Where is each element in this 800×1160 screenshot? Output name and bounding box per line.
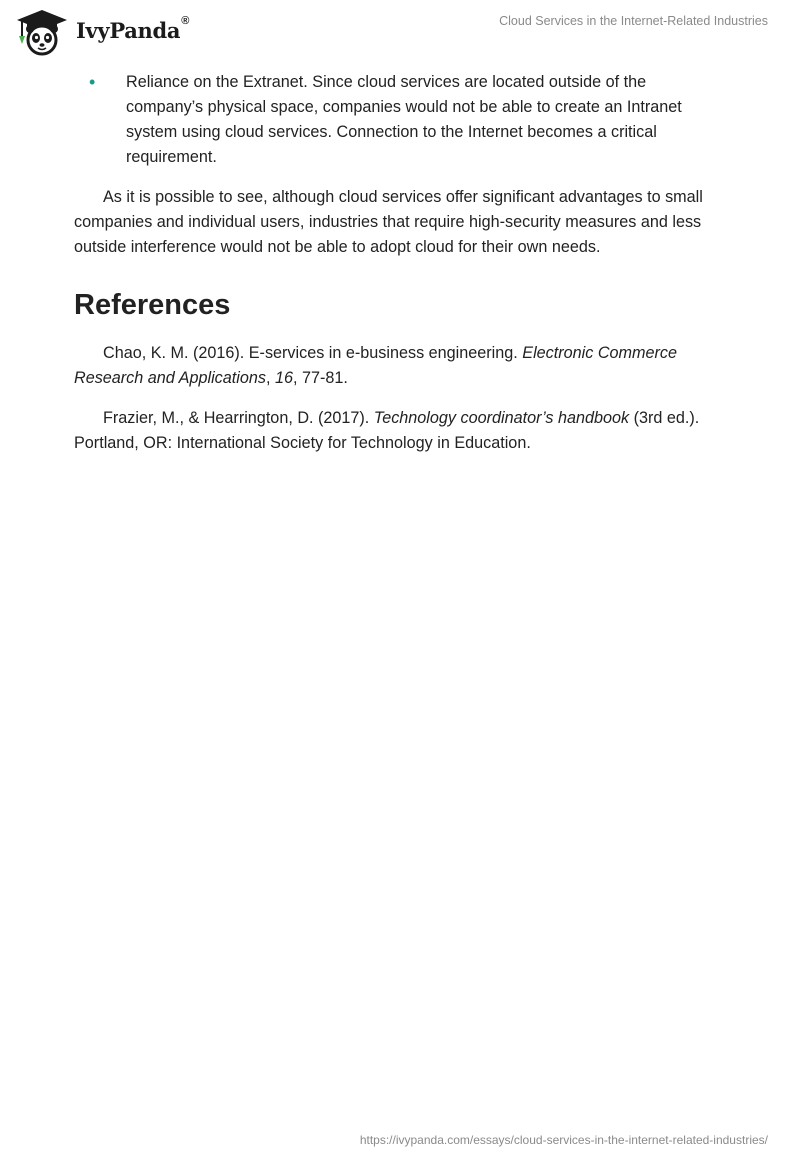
document-body xyxy=(74,70,724,456)
running-title: Cloud Services in the Internet-Related Industries xyxy=(499,14,768,28)
conclusion-paragraph: As it is possible to see, although cloud services offer significant advantages to small companies and individual users, industries that require high-security measures and less outside interference would not be able to adopt cloud for their own needs. xyxy=(74,188,703,256)
ivypanda-logo[interactable] xyxy=(14,8,189,56)
bullet-icon: • xyxy=(89,72,96,92)
references-heading: References xyxy=(74,289,231,321)
reference-title: Technology coordinator’s handbook xyxy=(373,409,630,427)
bullet-item xyxy=(74,70,724,170)
reference-journal: Electronic Commerce Research and Applications xyxy=(74,344,678,387)
logo-wordmark: IvyPanda® xyxy=(76,14,190,43)
panda-graduation-cap-icon xyxy=(14,8,70,56)
bullet-list xyxy=(74,70,724,170)
source-url[interactable]: https://ivypanda.com/essays/cloud-services-in-the-internet-related-industries/ xyxy=(359,1133,768,1147)
reference-entry: Frazier, M., & Hearrington, D. (2017). Technology coordinator’s handbook (3rd ed.). Portland, OR: International Society for Technology in Education. xyxy=(74,409,700,452)
page-header xyxy=(0,0,800,60)
reference-entry: Chao, K. M. (2016). E-services in e-business engineering. Electronic Commerce Research and Applications, 16, 77-81. xyxy=(74,344,678,387)
bullet-text: Reliance on the Extranet. Since cloud services are located outside of the company’s physical space, companies would not be able to create an Intranet system using cloud services. Connection to the Internet becomes a critical requirement. xyxy=(126,73,682,166)
reference-volume: 16 xyxy=(274,369,293,387)
